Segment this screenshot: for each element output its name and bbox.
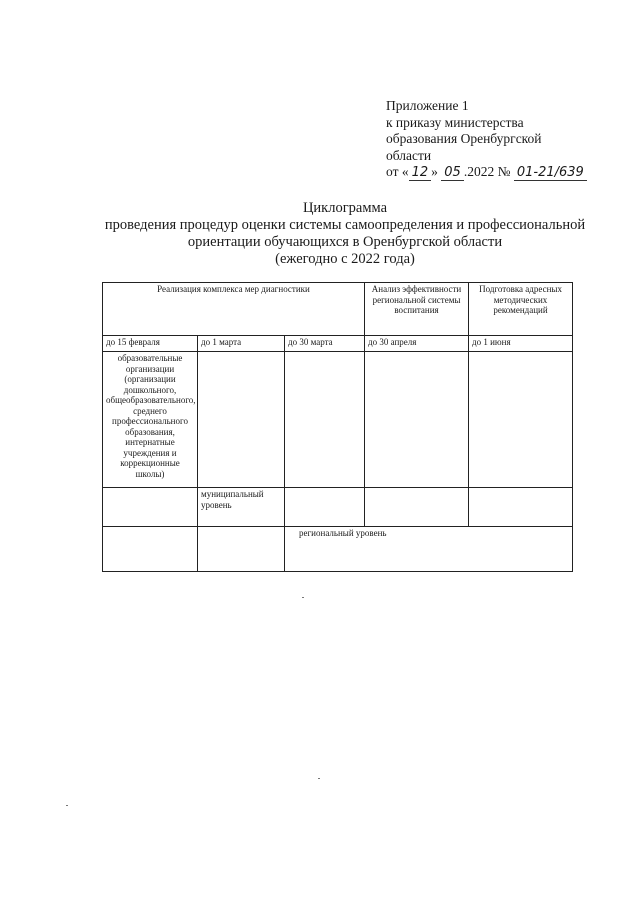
document-title xyxy=(90,200,600,268)
table-row-regional xyxy=(103,527,573,572)
order-number: 01-21/639 xyxy=(514,165,587,181)
table-row-dates xyxy=(103,336,573,352)
scan-speck xyxy=(318,778,320,779)
appendix-line-2: к приказу министерства xyxy=(386,114,524,130)
empty-cell xyxy=(198,352,285,488)
date-year: .2022 № xyxy=(463,164,511,179)
scan-speck xyxy=(66,805,68,806)
title-line-1: Циклограмма xyxy=(302,200,388,216)
empty-cell xyxy=(365,352,469,488)
date-cell-5: до 1 июня xyxy=(469,336,573,352)
empty-cell xyxy=(365,488,469,527)
header-recommendations: Подготовка адресных методических рекомендаций xyxy=(469,283,573,336)
date-cell-3: до 30 марта xyxy=(285,336,365,352)
appendix-line-4: области xyxy=(386,147,432,163)
title-line-2: проведения процедур оценки системы самоопределения и профессиональной xyxy=(104,217,586,233)
municipal-level-cell: муниципальный уровень xyxy=(198,488,285,527)
scan-speck xyxy=(302,597,304,598)
table-header-row xyxy=(103,283,573,336)
date-cell-2: до 1 марта xyxy=(198,336,285,352)
empty-cell xyxy=(469,352,573,488)
title-line-3: ориентации обучающихся в Оренбургской области xyxy=(187,234,503,250)
header-analysis: Анализ эффективности региональной системы воспитания xyxy=(365,283,469,336)
date-day: 12 xyxy=(409,165,432,181)
date-mid: » xyxy=(431,164,438,179)
empty-cell xyxy=(103,488,198,527)
header-diagnostics: Реализация комплекса мер диагностики xyxy=(103,283,365,336)
empty-cell xyxy=(285,352,365,488)
empty-cell xyxy=(198,527,285,572)
organizations-cell: образовательные организации (организации дошкольного, общеобразовательного, среднего профессионального образования, интернатные учреждения и коррекционные школы) xyxy=(103,352,198,488)
empty-cell xyxy=(285,488,365,527)
table-row-organizations xyxy=(103,352,573,488)
date-cell-4: до 30 апреля xyxy=(365,336,469,352)
cyclogram-table xyxy=(102,282,573,572)
order-date-line xyxy=(386,164,606,182)
empty-cell xyxy=(469,488,573,527)
date-month: 05 xyxy=(441,165,464,181)
appendix-line-3: образования Оренбургской xyxy=(386,131,542,146)
date-prefix: от « xyxy=(386,164,409,179)
title-line-4: (ежегодно с 2022 года) xyxy=(275,251,415,267)
appendix-header xyxy=(386,98,606,182)
appendix-line-1: Приложение 1 xyxy=(386,98,469,113)
empty-cell xyxy=(103,527,198,572)
table-row-municipal xyxy=(103,488,573,527)
date-cell-1: до 15 февраля xyxy=(103,336,198,352)
regional-level-cell: региональный уровень xyxy=(285,527,573,572)
